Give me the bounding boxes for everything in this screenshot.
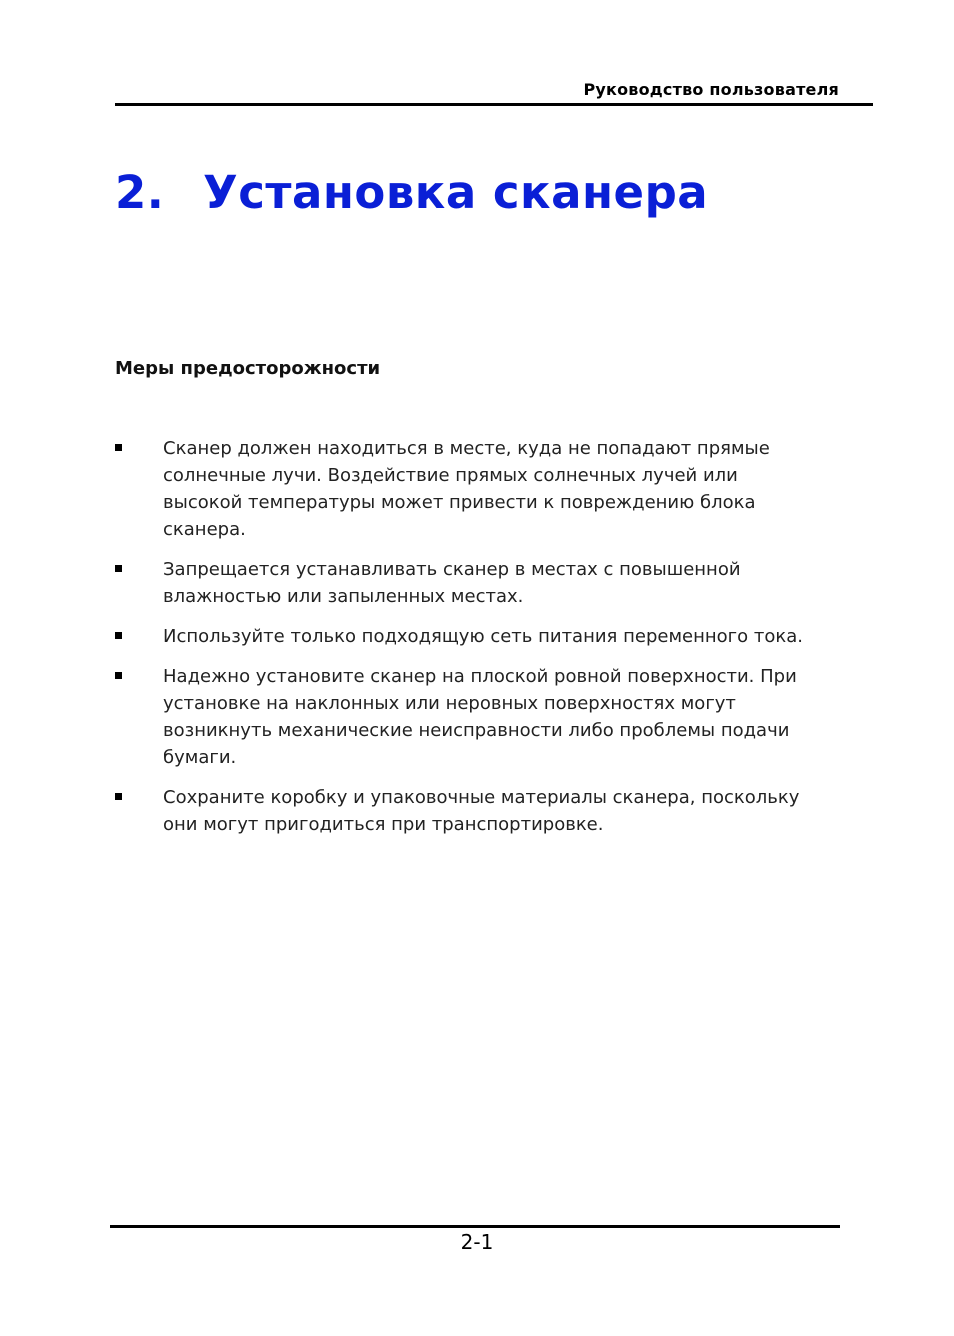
list-item — [115, 435, 815, 543]
list-item — [115, 623, 815, 650]
list-item — [115, 784, 815, 838]
chapter-title-text: Установка сканера — [203, 166, 709, 219]
bullet-square-icon — [115, 793, 122, 800]
bullet-square-icon — [115, 632, 122, 639]
section-heading: Меры предосторожности — [115, 358, 381, 379]
list-item-text: Запрещается устанавливать сканер в местах с повышенной влажностью или запыленных местах. — [163, 559, 741, 607]
list-item-text: Надежно установите сканер на плоской ровной поверхности. При установке на наклонных или неровных поверхностях могут возникнуть механические неисправности либо проблемы подачи бумаги. — [163, 666, 797, 768]
header-title: Руководство пользователя — [583, 80, 839, 99]
chapter-title — [115, 166, 708, 219]
header-rule — [115, 103, 873, 106]
list-item-text: Используйте только подходящую сеть питания переменного тока. — [163, 626, 803, 647]
list-item-text: Сохраните коробку и упаковочные материалы сканера, поскольку они могут пригодиться при транспортировке. — [163, 787, 800, 835]
precautions-list — [115, 435, 815, 851]
bullet-square-icon — [115, 444, 122, 451]
bullet-square-icon — [115, 565, 122, 572]
bullet-square-icon — [115, 672, 122, 679]
page-number: 2-1 — [460, 1230, 494, 1254]
list-item — [115, 556, 815, 610]
list-item — [115, 663, 815, 771]
list-item-text: Сканер должен находиться в месте, куда не попадают прямые солнечные лучи. Воздействие прямых солнечных лучей или высокой температуры может привести к повреждению блока сканера. — [163, 438, 770, 540]
footer-rule — [110, 1225, 840, 1228]
chapter-number: 2. — [115, 166, 165, 219]
